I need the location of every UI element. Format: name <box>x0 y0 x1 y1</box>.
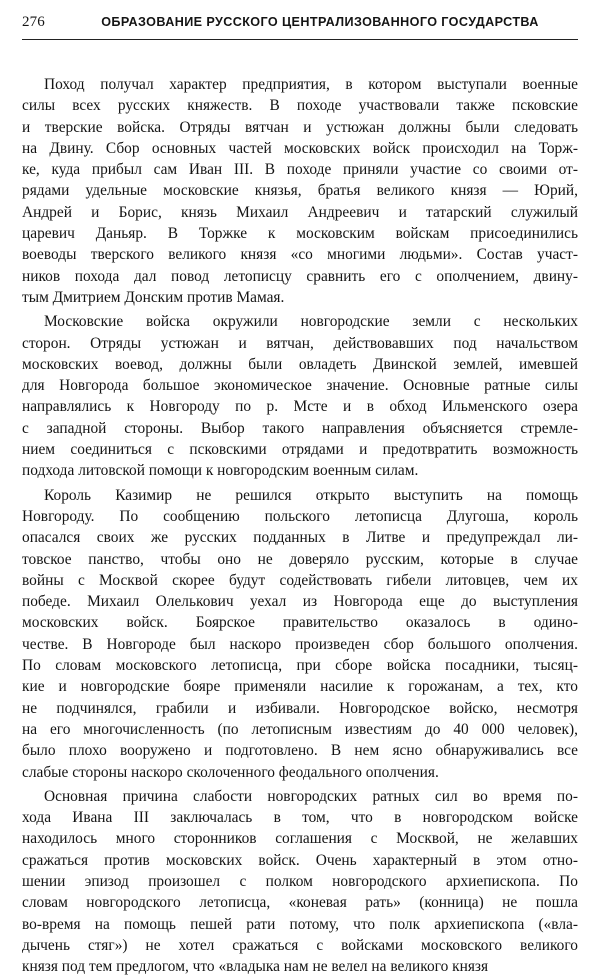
text-line: на его многочисленность (по летописным известиям до 40 000 человек), <box>22 720 578 738</box>
text-line: Основная причина слабости новгородских ратных сил во время по- <box>44 787 578 805</box>
text-line: сторон. Отряды устюжан и вятчан, действовавших под начальством <box>22 334 578 352</box>
text-line: царевич Даньяр. В Торжке к московским войскам присоединились <box>22 225 578 243</box>
text-line: опасался своих же русских подданных в Литве и предупреждал ли- <box>22 529 578 547</box>
text-line: на Двину. Сбор основных частей московских войск происходил на Торж- <box>22 139 578 157</box>
text-line: подхода литовской помощи к новгородским военным силам. <box>22 462 419 480</box>
text-line: честве. В Новгороде был наскоро произведен сбор большого ополчения. <box>22 635 578 653</box>
text-line: воеводы тверского великого князя «со многими людьми». Состав участ- <box>22 246 578 264</box>
text-line: московских воевод, должны были овладеть Двинской землей, имевшей <box>22 355 578 373</box>
running-title: ОБРАЗОВАНИЕ РУССКОГО ЦЕНТРАЛИЗОВАННОГО ГОСУДАРСТВА <box>101 15 539 29</box>
text-line: По словам московского летописца, при сборе войска посадники, тысяц- <box>22 657 578 675</box>
text-line: не подчинялся, грабили и избивали. Новгородское войско, несмотря <box>22 699 578 717</box>
page-header <box>22 14 578 40</box>
text-line: Андрей и Борис, князь Михаил Андреевич и татарский служилый <box>22 203 578 221</box>
text-line: шении эпизод произошел с полком новгородского архиепископа. По <box>22 872 578 890</box>
text-line: князя под тем предлогом, что «владыка нам не велел на великого князя <box>22 958 489 976</box>
text-line: направлялись к Новгороду по р. Мсте и в обход Ильменского озера <box>22 398 578 416</box>
paragraph <box>22 485 578 783</box>
text-line: хода Ивана III заключалась в том, что в новгородском войске <box>22 809 578 827</box>
text-line: рядами удельные московские князья, братья великого князя — Юрий, <box>22 182 578 200</box>
text-line: слабые стороны наскоро сколоченного феодального ополчения. <box>22 763 439 781</box>
text-line: силы всех русских княжеств. В походе участвовали также псковские <box>22 97 578 115</box>
body-text <box>22 74 578 977</box>
paragraph <box>22 74 578 308</box>
text-line: находилось много сторонников соглашения с Москвой, не желавших <box>22 830 578 848</box>
book-page <box>22 14 578 980</box>
text-line: во-время на помощь пешей рати потому, что полк архиепископа («вла- <box>22 915 578 933</box>
paragraph <box>22 786 578 978</box>
text-line: ников похода дал повод летописцу сравнить его с ополчением, двину- <box>22 267 578 285</box>
text-line: Король Казимир не решился открыто выступить на помощь <box>44 486 578 504</box>
text-line: Поход получал характер предприятия, в котором выступали военные <box>44 76 578 93</box>
text-line: тым Дмитрием Донским против Мамая. <box>22 288 285 306</box>
text-line: словам новгородского летописца, «коневая рать» (конница) не пошла <box>22 894 578 912</box>
text-line: Новгороду. По сообщению польского летописца Длугоша, король <box>22 507 578 525</box>
page-number: 276 <box>22 14 45 30</box>
text-line: с западной стороны. Выбор такого направления объясняется стремле- <box>22 419 578 437</box>
text-line: было плохо вооружено и подготовлено. В нем ясно обнаруживались все <box>22 742 578 760</box>
text-line: дычень стяг») не хотел сражаться с войсками московского великого <box>22 936 578 954</box>
text-line: кие и новгородские бояре применяли насилие к горожанам, а тех, кто <box>22 678 578 696</box>
text-line: победе. Михаил Олелькович уехал из Новгорода еще до выступления <box>22 593 578 611</box>
text-line: московских войск. Боярское правительство оказалось в одино- <box>22 614 578 632</box>
text-line: и тверские войска. Отряды вятчан и устюжан должны были следовать <box>22 118 578 136</box>
text-line: для Новгорода большое экономическое значение. Основные ратные силы <box>22 377 578 395</box>
text-line: Московские войска окружили новгородские земли с нескольких <box>44 313 578 331</box>
text-line: ке, куда прибыл сам Иван III. В походе приняли участие со своими от- <box>22 161 578 179</box>
text-line: нием соединиться с псковскими отрядами и предотвратить возможность <box>22 441 578 459</box>
text-line: войны с Москвой скорее будут содействовать гибели литовцев, чем их <box>22 571 578 589</box>
text-line: сражаться против московских войск. Очень характерный в этом отно- <box>22 851 578 869</box>
paragraph <box>22 311 578 481</box>
text-line: товское панство, чтобы оно не доверяло русским, которые в случае <box>22 550 578 568</box>
